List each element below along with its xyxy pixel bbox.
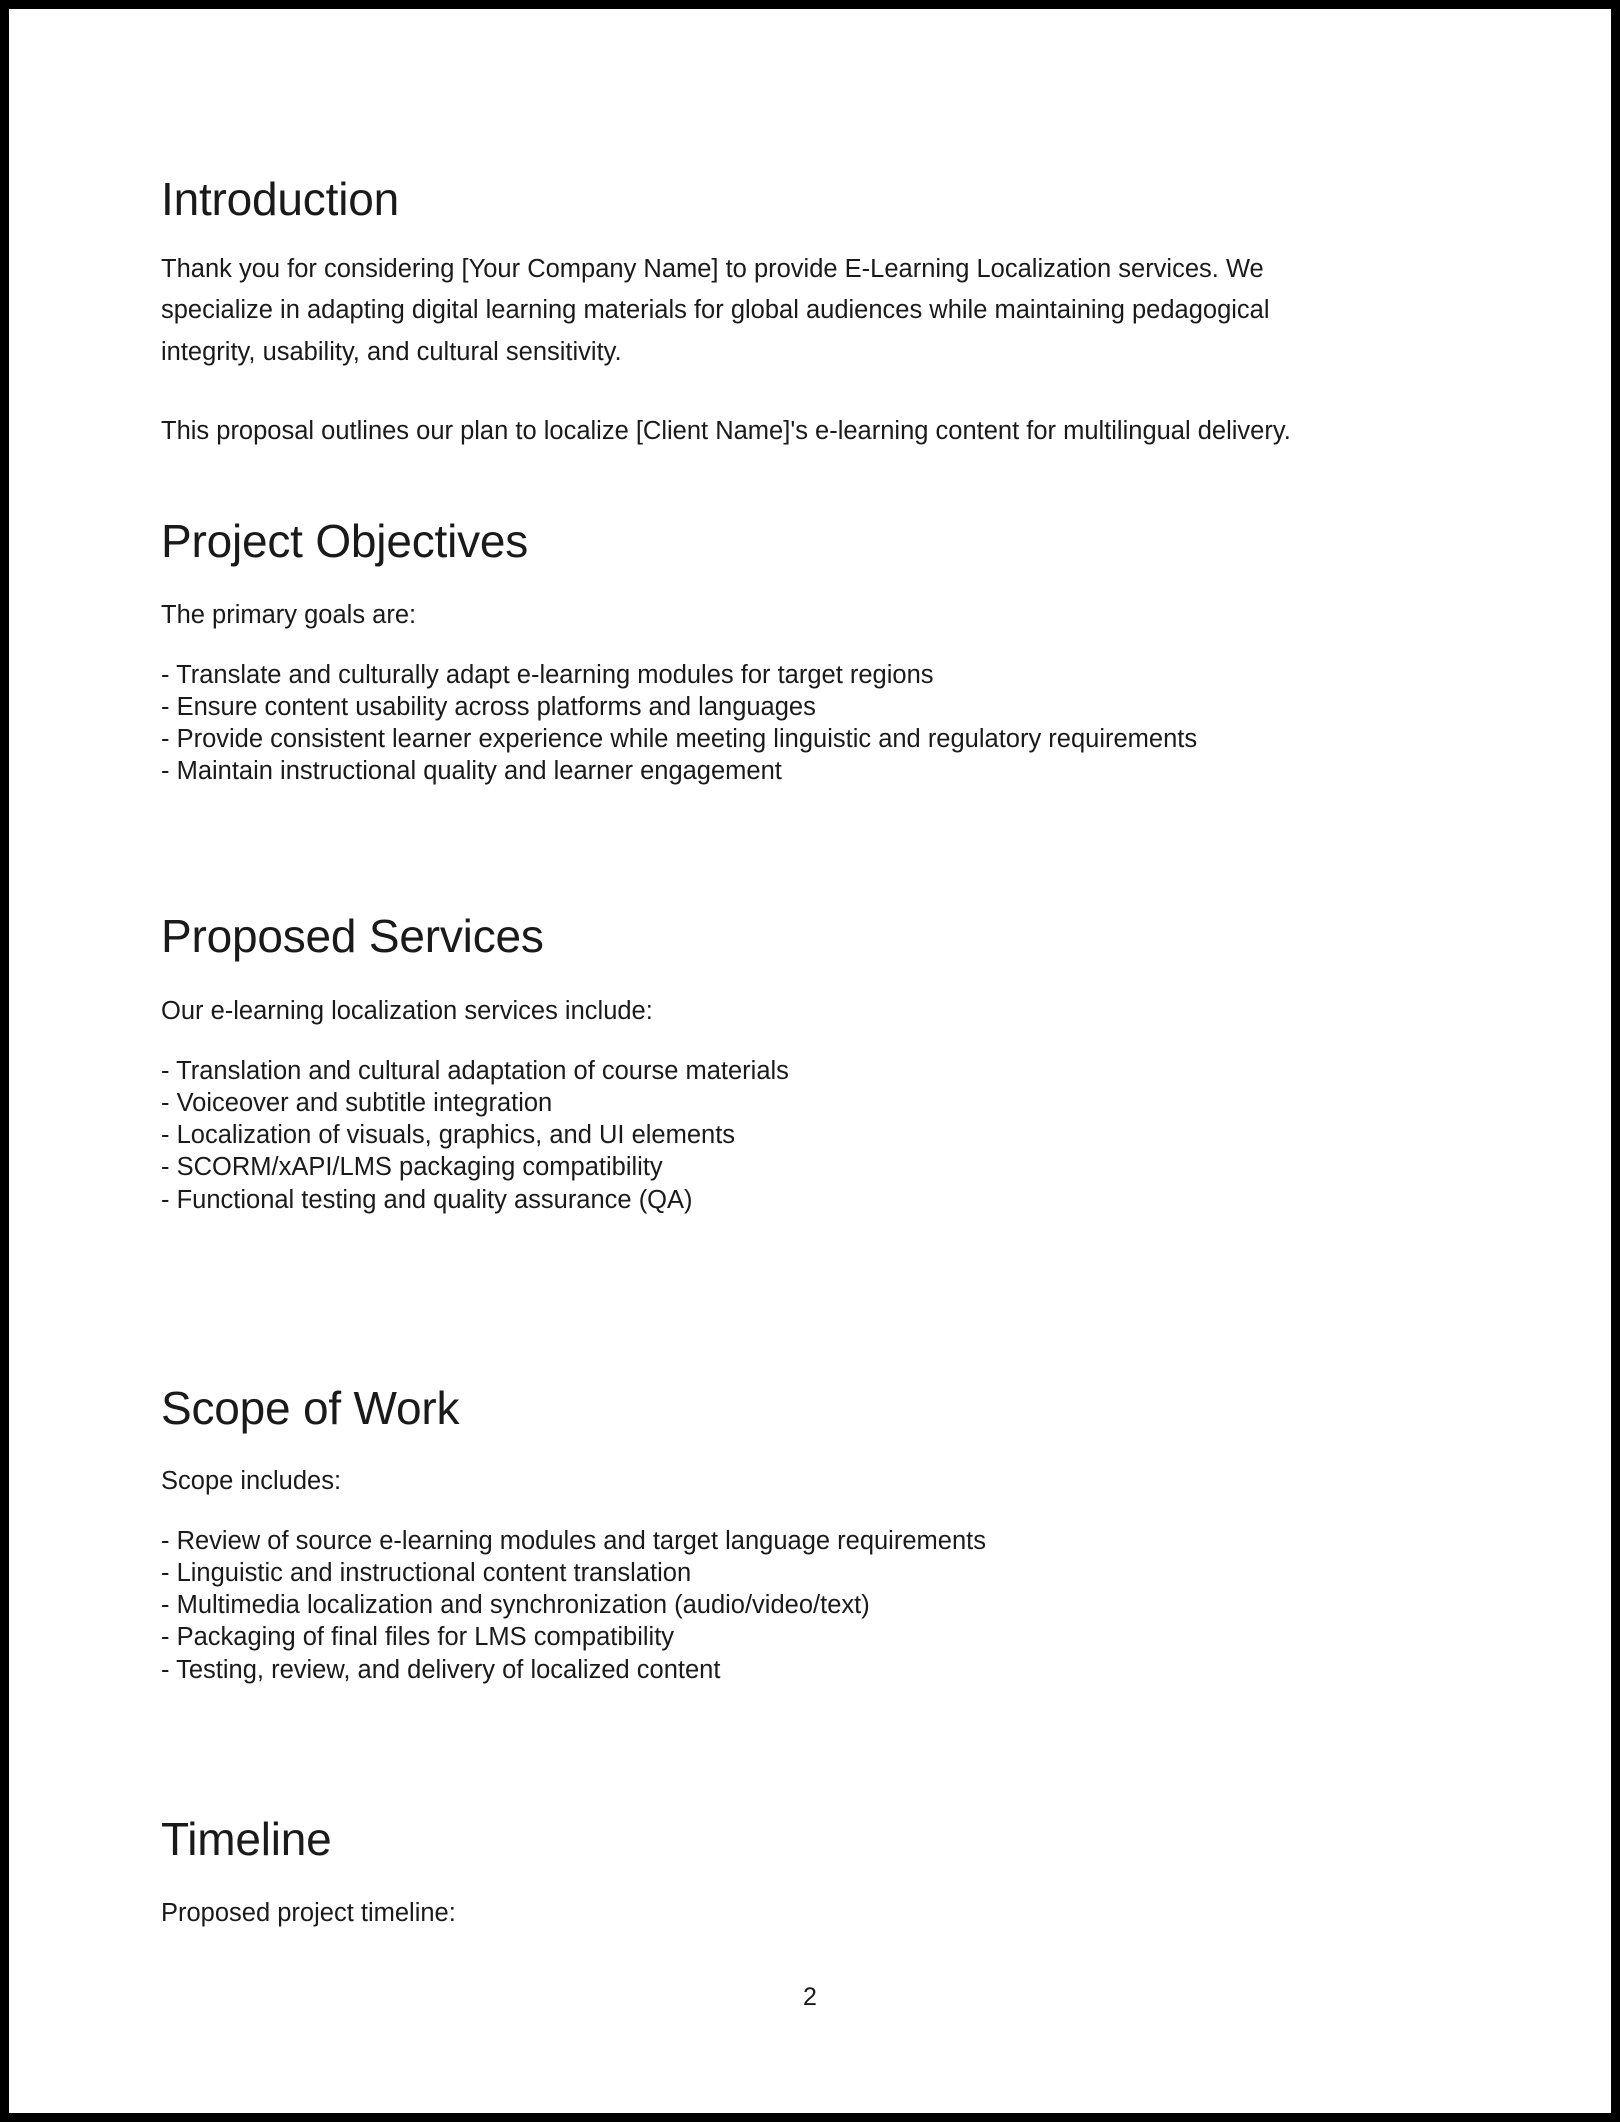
page-number: 2 <box>803 1983 817 2011</box>
project-objectives-list <box>161 659 1197 788</box>
heading-project-objectives: Project Objectives <box>161 515 529 567</box>
list-item: - SCORM/xAPI/LMS packaging compatibility <box>161 1153 663 1182</box>
scope-of-work-list <box>161 1525 986 1686</box>
list-item: - Voiceover and subtitle integration <box>161 1089 553 1118</box>
introduction-paragraph-2: This proposal outlines our plan to localize [Client Name]'s e-learning content for multilingual delivery. <box>161 417 1291 445</box>
proposed-services-lead: Our e-learning localization services include: <box>161 997 653 1025</box>
list-item: - Multimedia localization and synchronization (audio/video/text) <box>161 1591 870 1620</box>
list-item: - Ensure content usability across platforms and languages <box>161 693 816 722</box>
page-content-area <box>161 9 1461 2113</box>
list-item: - Translate and culturally adapt e-learning modules for target regions <box>161 661 934 689</box>
list-item: - Review of source e-learning modules and target language requirements <box>161 1527 986 1555</box>
scope-of-work-lead: Scope includes: <box>161 1467 342 1495</box>
heading-scope-of-work: Scope of Work <box>161 1382 460 1434</box>
timeline-lead: Proposed project timeline: <box>161 1899 456 1927</box>
heading-timeline: Timeline <box>161 1813 332 1865</box>
list-item: - Localization of visuals, graphics, and UI elements <box>161 1121 736 1150</box>
list-item: - Maintain instructional quality and learner engagement <box>161 757 782 786</box>
list-item: - Linguistic and instructional content translation <box>161 1559 692 1588</box>
list-item: - Translation and cultural adaptation of course materials <box>161 1057 789 1085</box>
heading-proposed-services: Proposed Services <box>161 910 544 962</box>
heading-introduction: Introduction <box>161 173 399 225</box>
list-item: - Packaging of final files for LMS compatibility <box>161 1623 675 1652</box>
project-objectives-lead: The primary goals are: <box>161 601 417 629</box>
list-item: - Functional testing and quality assurance (QA) <box>161 1185 693 1214</box>
list-item: - Provide consistent learner experience while meeting linguistic and regulatory requirements <box>161 725 1198 754</box>
proposed-services-list <box>161 1055 789 1216</box>
introduction-paragraph-1: Thank you for considering [Your Company Name] to provide E-Learning Localization services. We specialize in adapting digital learning materials for global audiences while maintaining pedagogical integrity, usability, and cultural sensitivity. <box>161 255 1270 366</box>
list-item: - Testing, review, and delivery of localized content <box>161 1655 721 1684</box>
